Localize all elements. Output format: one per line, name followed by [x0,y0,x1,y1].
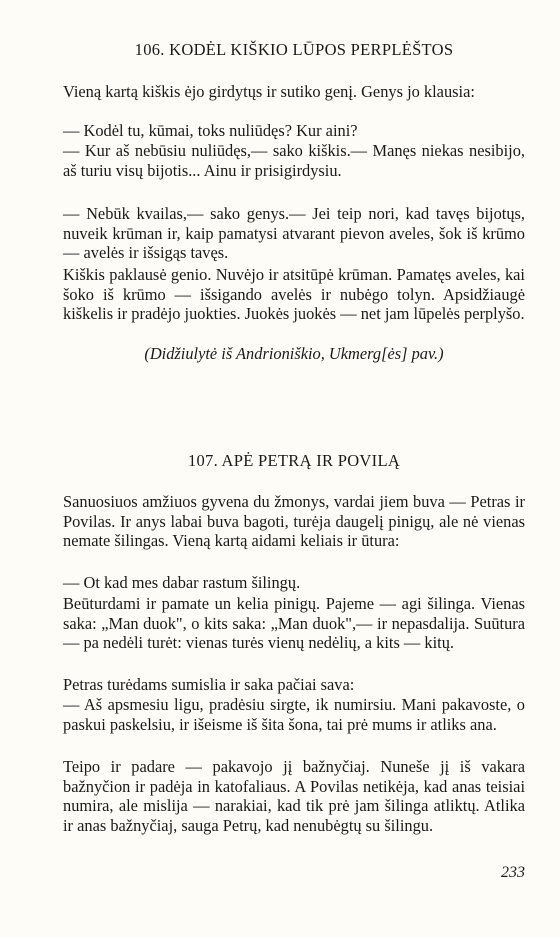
story-107-paragraph-6: Teipo ir padare — pakavojo jį bažnyčiaj. Nuneše jį iš vakara bažnyčion ir padėja in katofaliaus. A Povilas netikėja, kad anas teisiai numira, ale mislija — narakiai, kad tik prė jam šilinga atliktų. Atlika ir anas bažnyčiaj, sauga Petrų, kad nenubėgtų su šilingu. [63,757,525,835]
story-107-title: 107. APĖ PETRĄ IR POVILĄ [187,451,401,470]
story-107-paragraph-2: — Ot kad mes dabar rastum šilingų. [63,573,301,592]
story-106-paragraph-1: Vieną kartą kiškis ėjo girdytųs ir sutiko genį. Genys jo klausia: [63,82,475,101]
story-106-source: (Didžiulytė iš Andrioniškio, Ukmerg[ės] pav.) [144,344,444,363]
story-107-paragraph-3: Beūturdami ir pamate un kelia pinigų. Pajeme — agi šilinga. Vienas saka: „Man duok", o kits saka: „Man duok",— ir nepasdalija. Suūtura — pa nedėli turėt: vienas turės vienų nedėlių, a kits — kitų. [63,594,525,653]
story-106-paragraph-4: — Nebūk kvailas,— sako genys.— Jei teip nori, kad tavęs bijotųs, nuveik krūman ir, kaip pamatysi atvarant pievon aveles, šok iš krūmo — avelės ir išsigąs tavęs. [63,204,525,263]
story-107-paragraph-5: — Aš apsmesiu ligu, pradėsiu sirgte, ik numirsiu. Mani pakavoste, o paskui paskelsiu, ir išeisme iš šita šona, tai prė mums ir atliks ana. [63,695,525,734]
story-107-paragraph-1: Sanuosiuos amžiuos gyvena du žmonys, vardai jiem buva — Petras ir Povilas. Ir anys labai buva bagoti, turėja daugelį pinigų, ale nė vienas nemate šilingas. Vieną kartą aidami keliais ir ūtura: [63,492,525,551]
story-106-paragraph-5: Kiškis paklausė genio. Nuvėjo ir atsitūpė krūman. Pamatęs aveles, kai šoko iš krūmo — išsigando avelės ir nubėgo tolyn. Apsidžiaugė kiškelis ir pradėjo juokties. Juokės juokės — net jam lūpelės perplyšo. [63,265,525,324]
story-107-paragraph-4: Petras turėdams sumislia ir saka pačiai sava: [63,675,355,694]
story-106-paragraph-3: — Kur aš nebūsiu nuliūdęs,— sako kiškis.— Manęs niekas nesibijo, aš turiu visų bijotis... Ainu ir prisigirdysiu. [63,141,525,180]
story-106-title: 106. KODĖL KIŠKIO LŪPOS PERPLĖŠTOS [134,40,454,59]
page-number: 233 [501,864,525,881]
story-106-paragraph-2: — Kodėl tu, kūmai, toks nuliūdęs? Kur aini? [63,121,358,140]
